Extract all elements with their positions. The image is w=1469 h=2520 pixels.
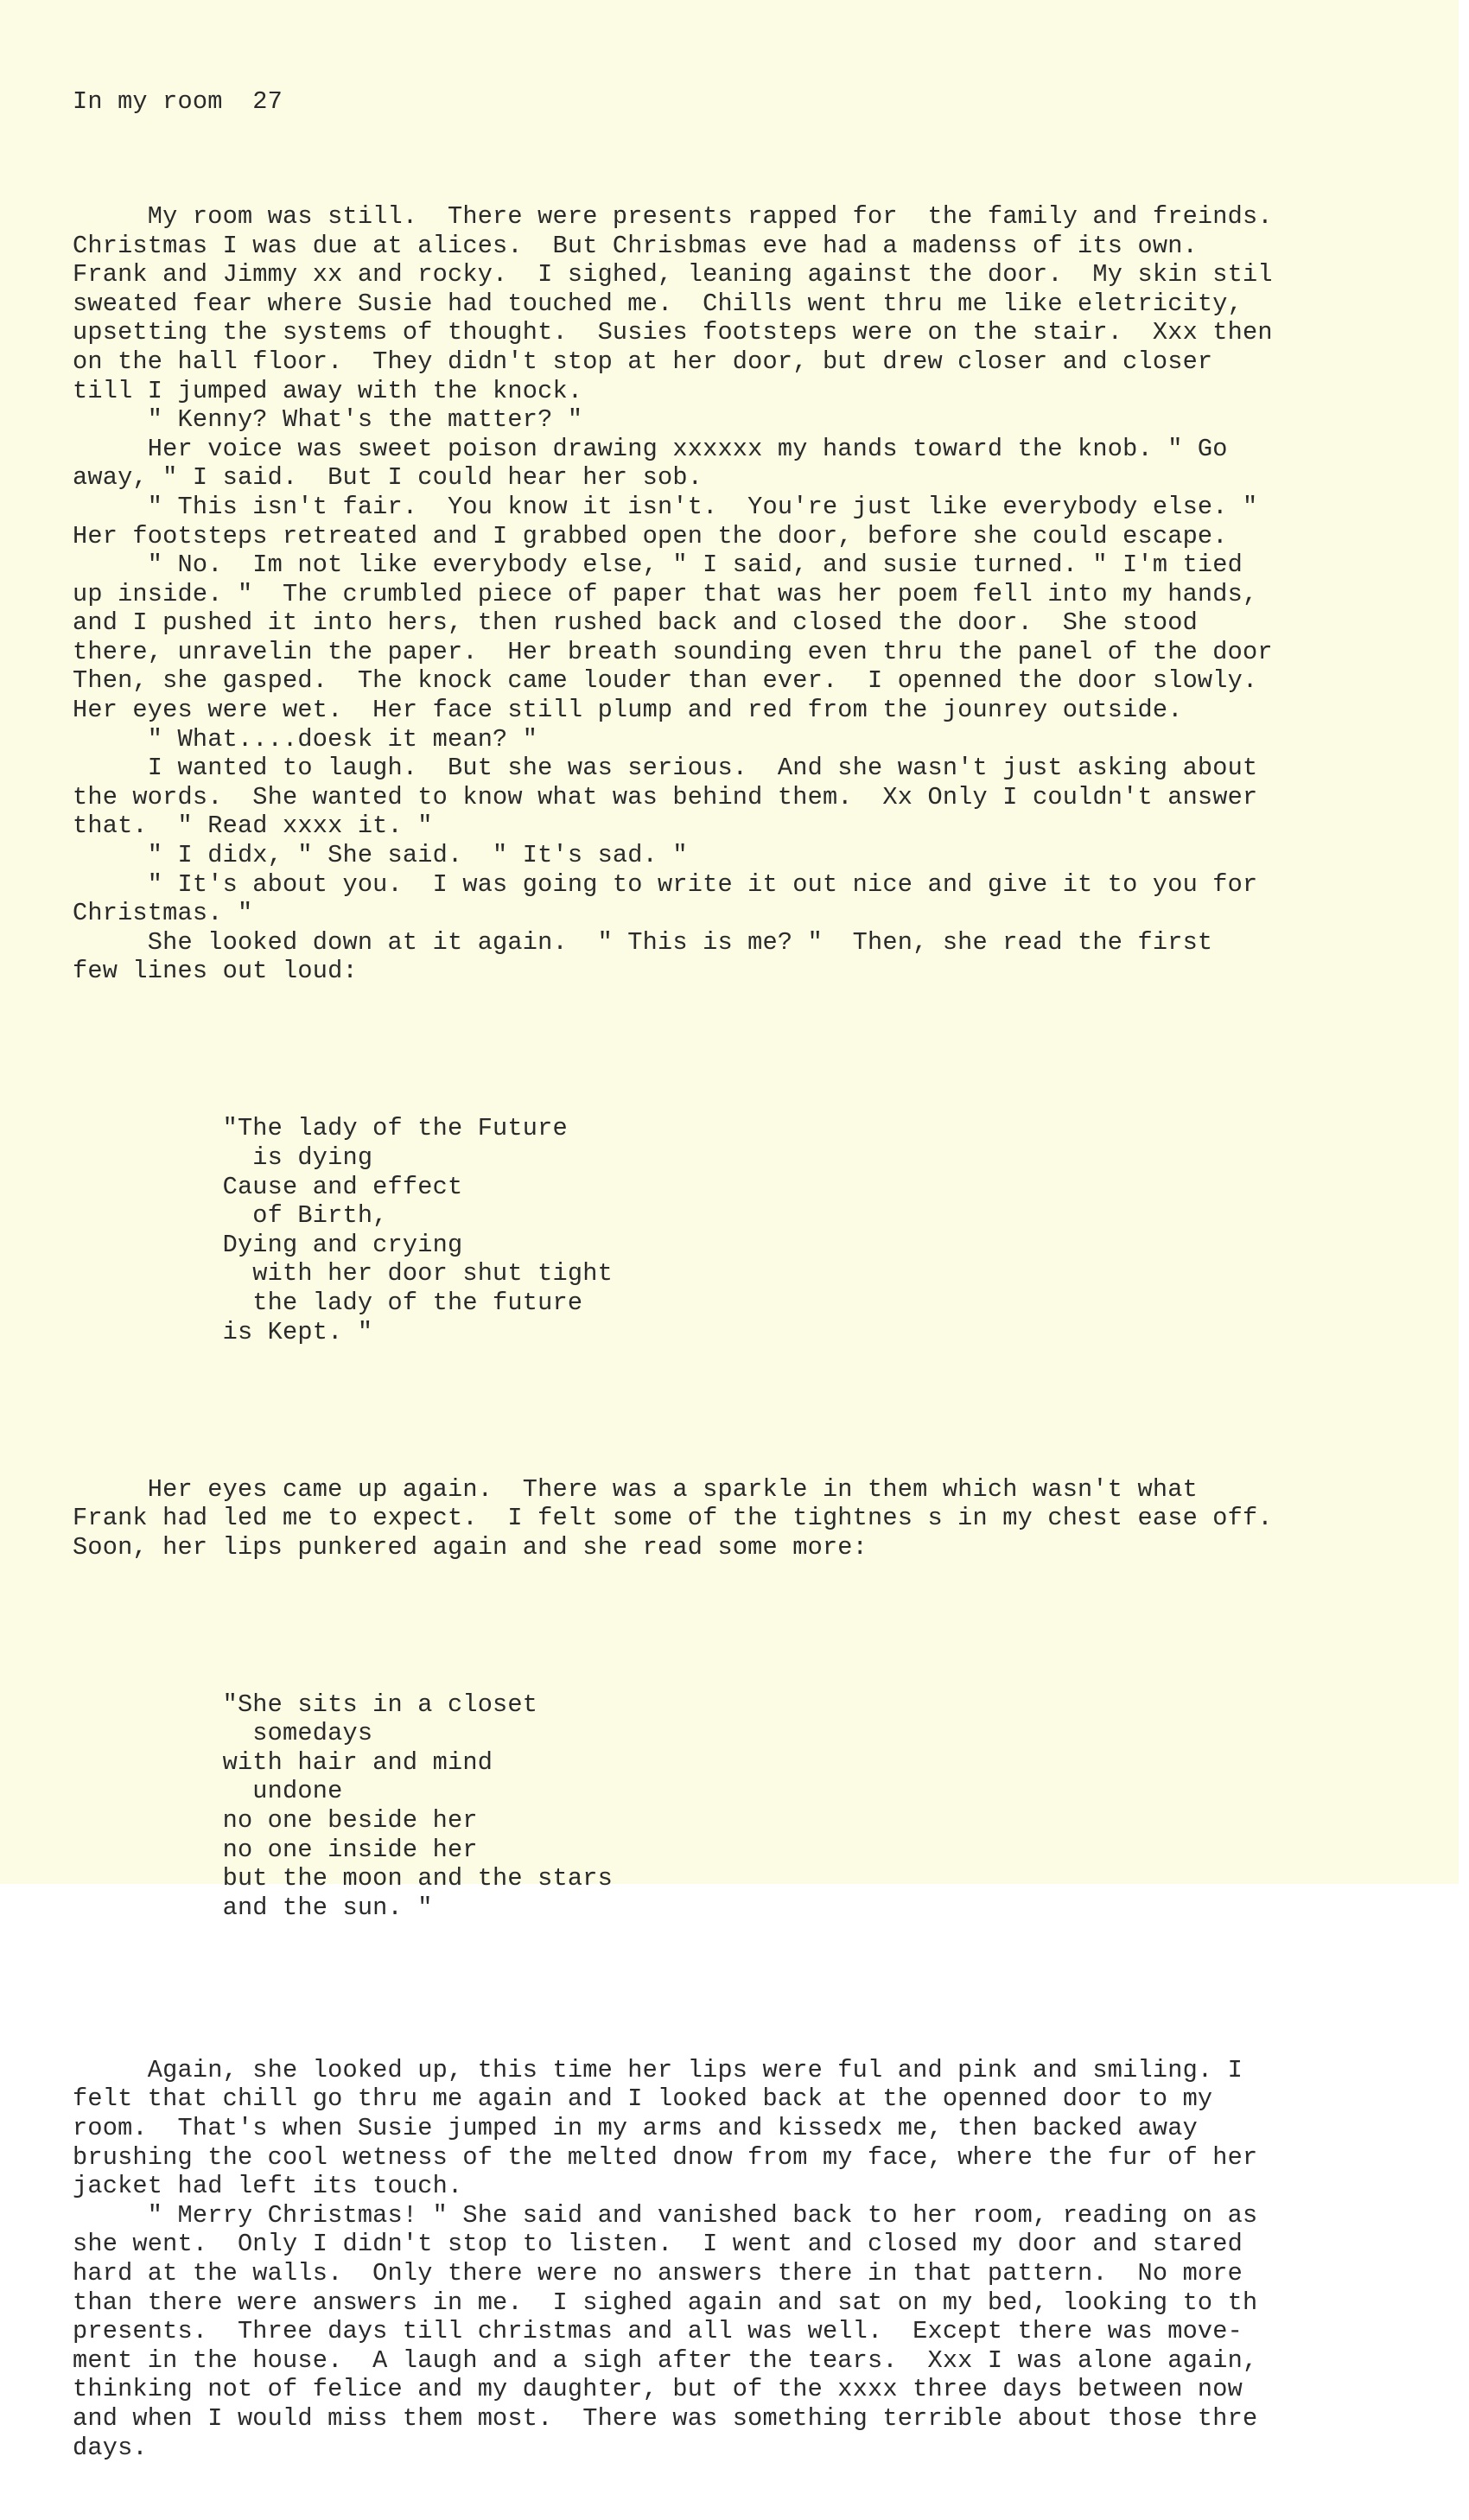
text-line: but the moon and the stars [73,1864,613,1893]
text-line: " Kenny? What's the matter? " [73,405,583,435]
text-line: no one inside her [73,1835,478,1864]
text-line: " It's about you. I was going to write it out nice and give it to you for [73,869,1258,899]
text-line: Her voice was sweet poison drawing xxxxxx my hands toward the knob. " Go [73,434,1228,463]
text-line: undone [73,1777,343,1806]
text-line: sweated fear where Susie had touched me. Chills went thru me like eletricity, [73,289,1243,318]
text-line: with hair and mind [73,1747,493,1777]
text-line: hard at the walls. Only there were no answers there in that pattern. No more [73,2258,1243,2288]
text-line: She looked down at it again. " This is me? " Then, she read the first [73,927,1213,957]
text-line: "The lady of the Future [73,1114,568,1143]
text-line: Frank had led me to expect. I felt some of the tightnes s in my chest ease off. [73,1504,1273,1533]
text-line: " No. Im not like everybody else, " I said, and susie turned. " I'm tied [73,550,1243,580]
text-line: jacket had left its touch. [73,2172,463,2201]
text-line: thinking not of felice and my daughter, but of the xxxx three days between now [73,2375,1243,2404]
text-line: felt that chill go thru me again and I looked back at the openned door to my [73,2084,1213,2114]
text-line: upsetting the systems of thought. Susies footsteps were on the stair. Xxx then [73,318,1273,347]
text-line: and the sun. " [73,1893,433,1922]
text-line: " What....doesk it mean? " [73,724,538,754]
text-line: no one beside her [73,1806,478,1836]
text-line: that. " Read xxxx it. " [73,811,433,841]
text-line: with her door shut tight [73,1259,613,1289]
text-block-opening [73,202,1447,986]
text-line: she went. Only I didn't stop to listen. I went and closed my door and stared [73,2230,1243,2259]
text-line: days. [73,2433,148,2462]
text-line: Her eyes came up again. There was a sparkle in them which wasn't what [73,1474,1198,1504]
text-line: Cause and effect [73,1172,463,1201]
text-line: somedays [73,1719,373,1748]
text-line: brushing the cool wetness of the melted dnow from my face, where the fur of her [73,2142,1258,2172]
text-line: Christmas. " [73,899,253,928]
text-line: away, " I said. But I could hear her sob. [73,463,703,493]
text-line: and I pushed it into hers, then rushed back and closed the door. She stood [73,608,1198,638]
page-header: In my room 27 [73,87,283,117]
text-line: is Kept. " [73,1317,373,1346]
text-line: Frank and Jimmy xx and rocky. I sighed, leaning against the door. My skin stil [73,260,1273,290]
poem-stanza-2 [73,1690,1447,1923]
text-line: room. That's when Susie jumped in my arms and kissedx me, then backed away [73,2113,1198,2142]
text-line: My room was still. There were presents rapped for the family and freinds. [73,201,1273,231]
text-line: I wanted to laugh. But she was serious. And she wasn't just asking about [73,754,1258,783]
text-line: Her eyes were wet. Her face still plump and red from the jounrey outside. [73,696,1183,725]
text-line: " I didx, " She said. " It's sad. " [73,841,688,870]
text-line: on the hall floor. They didn't stop at her door, but drew closer and closer [73,347,1213,376]
text-line: " This isn't fair. You know it isn't. You're just like everybody else. " [73,492,1258,521]
text-line: the words. She wanted to know what was behind them. Xx Only I couldn't answer [73,782,1258,811]
text-line: and when I would miss them most. There was something terrible about those thre [73,2403,1258,2433]
text-line: Her footsteps retreated and I grabbed open the door, before she could escape. [73,521,1228,550]
text-line: "She sits in a closet [73,1690,538,1719]
text-line: than there were answers in me. I sighed again and sat on my bed, looking to th [73,2288,1258,2317]
page-text [73,29,1447,2520]
poem-stanza-1 [73,1114,1447,1346]
text-block-closing [73,2056,1447,2462]
text-line: the lady of the future [73,1288,583,1317]
text-block-middle [73,1475,1447,1562]
text-line: ment in the house. A laugh and a sigh after the tears. Xxx I was alone again, [73,2345,1258,2375]
text-line: Dying and crying [73,1230,463,1259]
text-line: of Birth, [73,1201,388,1231]
text-line: Again, she looked up, this time her lips were ful and pink and smiling. I [73,2055,1243,2084]
text-line: " Merry Christmas! " She said and vanished back to her room, reading on as [73,2200,1258,2230]
text-line: there, unravelin the paper. Her breath sounding even thru the panel of the door [73,637,1273,666]
text-line: is dying [73,1142,373,1172]
text-line: Then, she gasped. The knock came louder than ever. I openned the door slowly. [73,666,1258,696]
text-line: presents. Three days till christmas and all was well. Except there was move- [73,2317,1243,2346]
text-line: Christmas I was due at alices. But Chrisbmas eve had a madenss of its own. [73,231,1198,260]
text-line: Soon, her lips punkered again and she read some more: [73,1532,868,1562]
text-line: up inside. " The crumbled piece of paper that was her poem fell into my hands, [73,579,1258,608]
text-line: few lines out loud: [73,957,358,986]
text-line: till I jumped away with the knock. [73,376,583,405]
